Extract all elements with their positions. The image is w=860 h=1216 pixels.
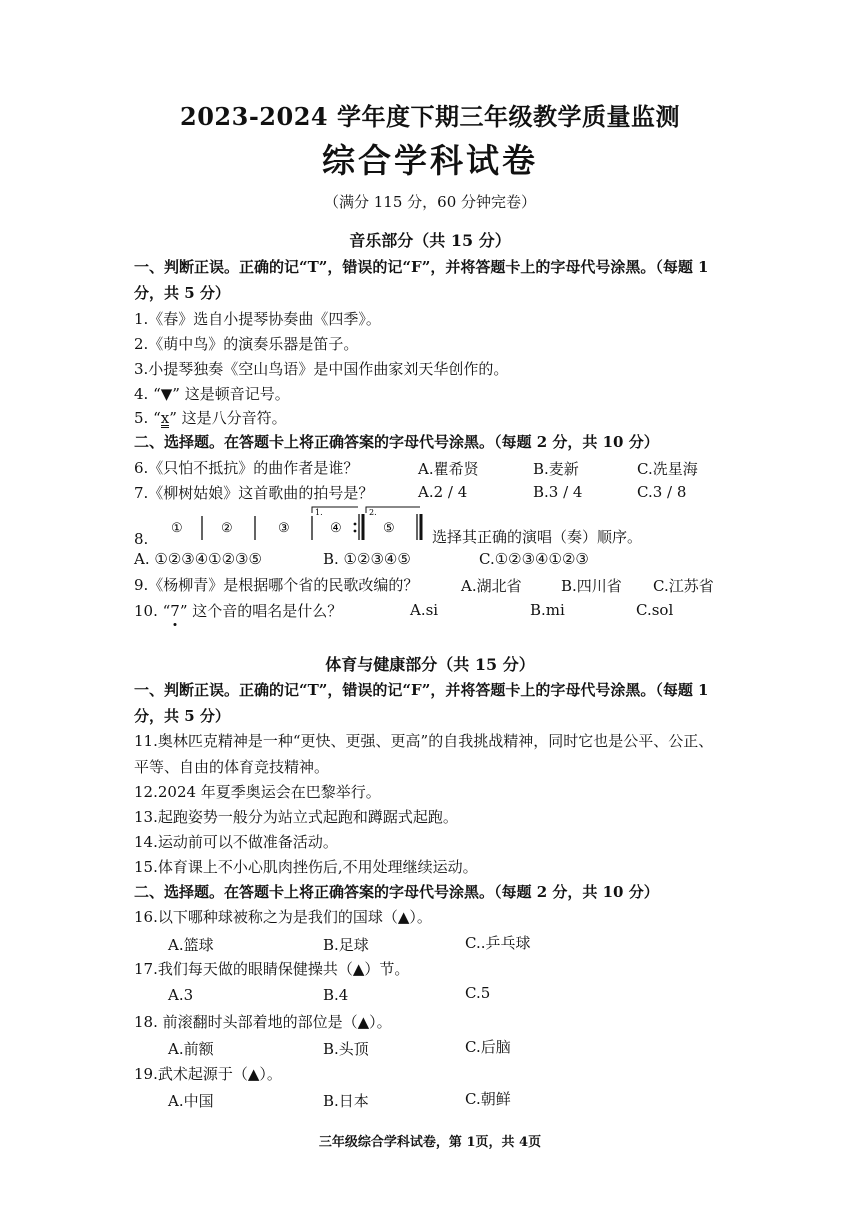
repeat-score-diagram [150,502,432,544]
question-5 [134,408,287,428]
exam-title-line1: 2023-2024 学年度下期三年级教学质量监测 [180,102,680,131]
eighth-note-symbol: x [160,409,170,427]
exam-title-line2: 综合学科试卷 [322,141,538,180]
question-7-option-a: A.2 / 4 [418,483,468,501]
measure-4-label: ④ [330,521,342,536]
question-3: 3.小提琴独奏《空山鸟语》是中国作曲家刘天华创作的。 [134,360,509,378]
question-16-stem: 16.以下哪种球被称之为是我们的国球（▲）。 [134,908,432,926]
question-10-option-c: C.sol [636,601,674,619]
question-18-option-a: A.前额 [168,1040,214,1058]
question-17-option-b: B.4 [323,986,349,1004]
music-part2-heading: 二、选择题。在答题卡上将正确答案的字母代号涂黑。（每题 2 分，共 10 分） [134,433,659,451]
question-10-option-b: B.mi [530,601,565,619]
question-18-option-c: C.后脑 [465,1038,511,1056]
question-14: 14.运动前可以不做准备活动。 [134,833,338,851]
question-10-suffix: ” 这个音的唱名是什么？ [179,602,343,620]
question-19-option-a: A.中国 [168,1092,214,1110]
pe-part2-heading: 二、选择题。在答题卡上将正确答案的字母代号涂黑。（每题 2 分，共 10 分） [134,883,659,901]
question-7-stem: 7.《柳树姑娘》这首歌曲的拍号是？ [134,484,374,502]
question-16-option-c: C..乒乓球 [465,934,531,952]
pe-part1-heading: 一、判断正误。正确的记“T”，错误的记“F”，并将答题卡上的字母代号涂黑。（每题 1 [134,681,709,699]
measure-5-label: ⑤ [383,521,395,536]
pe-section-title: 体育与健康部分（共 15 分） [325,655,535,674]
question-19-option-c: C.朝鲜 [465,1090,511,1108]
volta-2-label: 2. [369,508,377,517]
question-13: 13.起跑姿势一般分为站立式起跑和蹲踞式起跑。 [134,808,458,826]
exam-subtitle: （满分 115 分，60 分钟完卷） [323,193,537,211]
repeat-dot [354,530,357,533]
question-19-stem: 19.武术起源于（▲）。 [134,1065,282,1083]
question-2: 2.《萌中鸟》的演奏乐器是笛子。 [134,335,359,353]
question-7-option-c: C.3 / 8 [637,483,687,501]
question-11-cont: 平等、自由的体育竞技精神。 [134,758,330,776]
question-11: 11.奥林匹克精神是一种“更快、更强、更高”的自我挑战精神，同时它也是公平、公正、 [134,732,714,750]
question-17-option-a: A.3 [168,986,194,1004]
staccato-symbol: ▼ [160,385,173,403]
question-7-option-b: B.3 / 4 [533,483,583,501]
question-9-option-c: C.江苏省 [653,577,714,595]
music-part1-heading: 一、判断正误。正确的记“T”，错误的记“F”，并将答题卡上的字母代号涂黑。（每题 1 [134,258,709,276]
question-9-stem: 9.《杨柳青》是根据哪个省的民歌改编的？ [134,576,419,594]
measure-1-label: ① [171,521,183,536]
music-section-title: 音乐部分（共 15 分） [349,231,511,250]
question-16-option-a: A.篮球 [168,936,214,954]
question-6-option-c: C.冼星海 [637,460,698,478]
pe-part1-heading-cont: 分，共 5 分） [134,707,230,725]
question-12: 12.2024 年夏季奥运会在巴黎举行。 [134,783,381,801]
question-5-suffix: ” 这是八分音符。 [169,409,287,427]
question-9-option-b: B.四川省 [561,577,622,595]
question-4-prefix: 4. “ [134,385,161,403]
question-10-prefix: 10. “ [134,602,171,620]
question-10-option-a: A.si [410,601,439,619]
question-18-option-b: B.头顶 [323,1040,369,1058]
question-15: 15.体育课上不小心肌肉挫伤后,不用处理继续运动。 [134,858,478,876]
question-6-option-b: B.麦新 [533,460,579,478]
measure-3-label: ③ [278,521,290,536]
measure-2-label: ② [221,521,233,536]
question-6-option-a: A.瞿希贤 [418,460,479,478]
question-5-prefix: 5. “ [134,409,161,427]
question-18-stem: 18. 前滚翻时头部着地的部位是（▲）。 [134,1013,392,1031]
question-8-option-a: A. ①②③④①②③⑤ [134,550,262,568]
question-16-option-b: B.足球 [323,936,369,954]
question-8-number: 8. [134,530,149,548]
question-8-option-b: B. ①②③④⑤ [323,550,411,568]
page-footer: 三年级综合学科试卷，第 1页，共 4页 [318,1135,542,1150]
question-4 [134,384,290,404]
low-note-symbol: 7 [170,602,180,620]
question-10-stem [134,601,342,621]
question-1: 1.《春》选自小提琴协奏曲《四季》。 [134,310,381,328]
question-6-stem: 6.《只怕不抵抗》的曲作者是谁？ [134,459,359,477]
volta-1-label: 1. [315,508,323,517]
repeat-dot [354,523,357,526]
question-19-option-b: B.日本 [323,1092,369,1110]
music-part1-heading-cont: 分，共 5 分） [134,284,230,302]
question-4-suffix: ” 这是顿音记号。 [172,385,290,403]
question-17-stem: 17.我们每天做的眼睛保健操共（▲）节。 [134,960,410,978]
question-8-option-c: C.①②③④①②③ [479,550,589,568]
question-17-option-c: C.5 [465,984,491,1002]
question-9-option-a: A.湖北省 [461,577,522,595]
question-8-stem: 选择其正确的演唱（奏）顺序。 [432,528,643,546]
